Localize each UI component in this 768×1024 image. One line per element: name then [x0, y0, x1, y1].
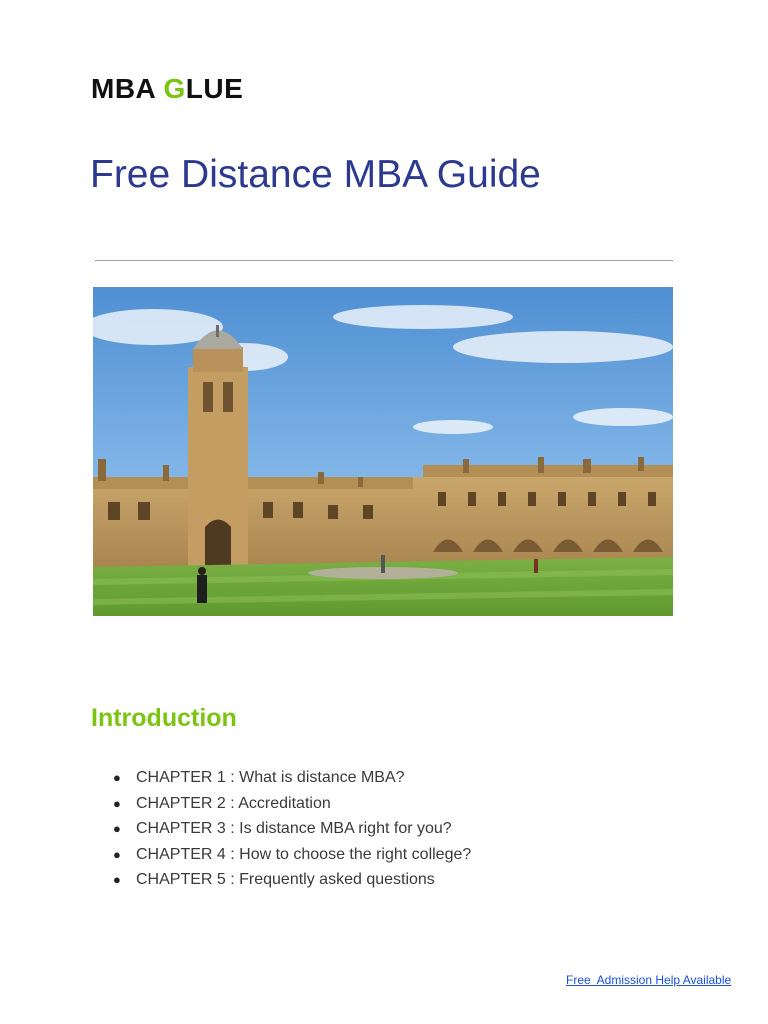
- logo-text-mba: MBA: [91, 73, 164, 104]
- logo: [91, 72, 243, 106]
- logo-accent-letter: G: [163, 73, 186, 104]
- bullet-icon: ●: [113, 872, 121, 887]
- bullet-icon: ●: [113, 821, 121, 836]
- chapter-text: CHAPTER 1 : What is distance MBA?: [136, 769, 405, 786]
- admission-help-link[interactable]: Free Admission Help Available: [566, 973, 732, 987]
- page-title: Free Distance MBA Guide: [90, 153, 541, 196]
- chapter-list: [113, 765, 471, 893]
- list-item: [113, 765, 471, 791]
- bullet-icon: ●: [113, 846, 121, 862]
- list-item: [113, 816, 471, 842]
- chapter-text: CHAPTER 5 : Frequently asked questions: [136, 871, 435, 888]
- bullet-icon: ●: [113, 795, 121, 811]
- logo-text-lue: LUE: [185, 73, 244, 104]
- hero-image-college-quad: [93, 287, 673, 616]
- chapter-text: CHAPTER 4 : How to choose the right college?: [136, 845, 472, 863]
- chapter-text: CHAPTER 3 : Is distance MBA right for you?: [136, 820, 452, 837]
- horizontal-divider: [95, 260, 673, 261]
- list-item: [113, 842, 471, 868]
- introduction-heading: Introduction: [91, 704, 237, 732]
- bullet-icon: ●: [113, 770, 121, 785]
- chapter-text: CHAPTER 2 : Accreditation: [136, 794, 331, 812]
- list-item: [113, 791, 471, 817]
- list-item: [113, 867, 471, 893]
